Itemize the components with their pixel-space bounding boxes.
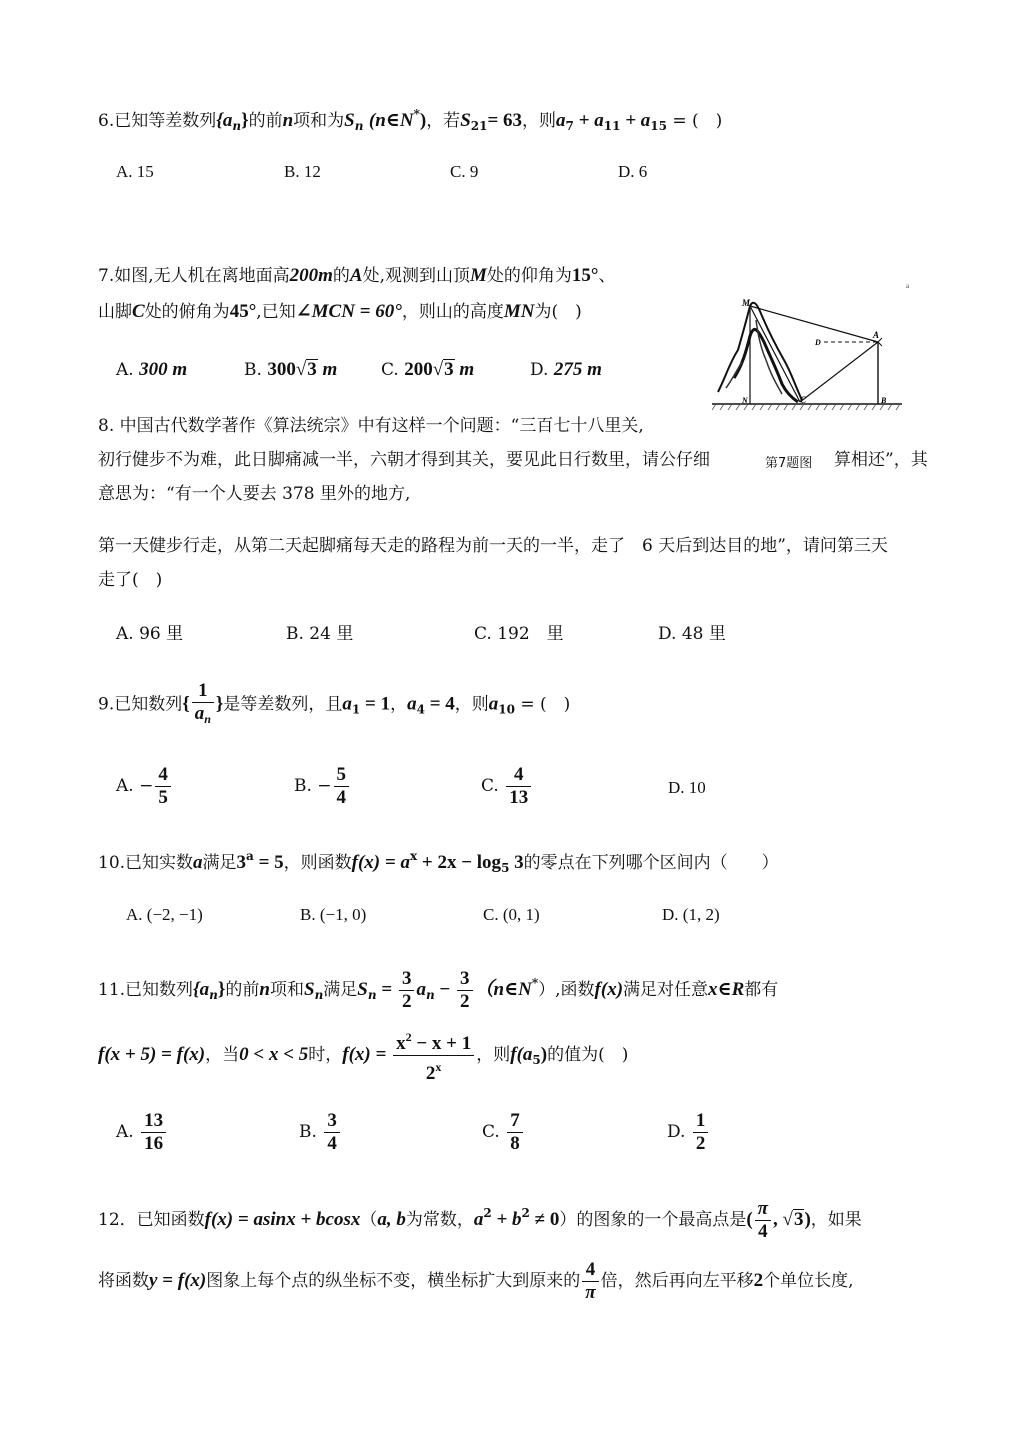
q11-sub: 5 xyxy=(532,1053,541,1067)
q9-option-b[interactable] xyxy=(294,764,351,809)
q11-stem-line2 xyxy=(98,1026,628,1085)
q11-sup: * xyxy=(531,976,539,990)
option-value: 300 m xyxy=(139,359,188,380)
q11-eq: = xyxy=(376,979,397,1000)
q11-text: ，则 xyxy=(476,1045,511,1065)
option-label: B. 24 里 xyxy=(286,624,354,644)
q9-text: 9.已知数列 xyxy=(98,694,183,715)
q10-option-d[interactable] xyxy=(662,903,720,927)
option-label: C. xyxy=(381,360,405,380)
q12-text: 为常数， xyxy=(405,1210,474,1230)
q9-sub: 1 xyxy=(351,702,361,717)
q12-text: （ xyxy=(360,1210,378,1230)
option-label: A. xyxy=(116,1122,140,1142)
q10-text: 满足 xyxy=(202,853,237,873)
option-value: 275 m xyxy=(553,359,602,380)
option-label: D. xyxy=(530,360,554,380)
q11-periodic: f(x + 5) = f(x) xyxy=(98,1044,206,1065)
q7-point-a: A xyxy=(349,265,363,286)
q10-eq: = 5 xyxy=(253,852,284,873)
q9-option-a[interactable] xyxy=(116,764,173,809)
q7-angle-3: ∠MCN = 60° xyxy=(295,301,402,322)
frac-num: 4 xyxy=(506,764,531,787)
q10-text: 的零点在下列哪个区间内（ ） xyxy=(523,853,779,873)
q9-a10: a xyxy=(488,693,499,715)
frac-num: x xyxy=(396,1033,406,1054)
q7-text: 处,观测到山顶 xyxy=(362,266,470,286)
option-label: B. − xyxy=(294,776,332,796)
frac-num: 7 xyxy=(507,1110,523,1133)
q6-option-b[interactable] xyxy=(284,160,321,184)
option-label: D. 6 xyxy=(618,162,648,181)
frac-num: 3 xyxy=(457,968,473,991)
q7-option-b[interactable]: B. 300√3 m xyxy=(244,359,338,380)
q7-text: 7.如图,无人机在离地面高 xyxy=(98,266,290,286)
q7-text: 、 xyxy=(598,266,616,286)
q7-option-a[interactable] xyxy=(116,358,187,382)
q11-fx: f(x) = xyxy=(342,1044,392,1065)
frac-num: 4 xyxy=(155,764,171,787)
q11-stem-line1 xyxy=(98,958,778,1020)
q12-text: 图象上每个点的纵坐标不变，横坐标扩大到原来的 xyxy=(206,1271,581,1291)
q6-S21: S xyxy=(460,110,471,131)
q11-sub: n xyxy=(314,988,324,1002)
q12-text: 个单位长度, xyxy=(763,1271,854,1291)
q6-expr: + a xyxy=(620,110,651,131)
q11-text: 都有 xyxy=(744,980,779,1000)
q12-text: 将函数 xyxy=(98,1271,149,1291)
q8-line1: 8. 中国古代数学著作《算法统宗》中有这样一个问题：“三百七十八里关, xyxy=(98,416,644,436)
option-label: D. (1, 2) xyxy=(662,905,720,924)
frac-num: 5 xyxy=(334,764,350,787)
q11-text: 时， xyxy=(308,1045,343,1065)
q10-option-b[interactable] xyxy=(300,903,366,927)
q6-n: n xyxy=(282,110,294,131)
q6-text: ，则 xyxy=(522,111,557,131)
q6-expr: + a xyxy=(573,110,604,131)
frac-den: 4 xyxy=(758,1221,768,1242)
q9-fraction xyxy=(192,680,214,730)
fig-label-d: D xyxy=(815,338,821,347)
q11-sub: n xyxy=(367,988,377,1002)
q7-figure-caption: 第7题图 xyxy=(765,456,813,471)
q9-a1: a xyxy=(342,693,352,715)
q10-text: 10.已知实数 xyxy=(98,853,194,873)
q6-S21-sub: 21 xyxy=(470,119,488,133)
q9-sub: 4 xyxy=(416,702,425,717)
q6-seq-sub: n xyxy=(232,119,242,133)
q6-text: ，若 xyxy=(426,111,461,131)
option-label: B. xyxy=(244,360,268,380)
q9-text: ， xyxy=(390,694,408,715)
option-label: D. 10 xyxy=(668,778,706,797)
fig-label-a: A xyxy=(873,330,880,340)
option-value: 300 xyxy=(267,359,296,380)
q6-S: S xyxy=(344,110,355,131)
frac-num: 1 xyxy=(192,680,214,703)
q7-mn: MN xyxy=(503,301,535,322)
option-label: C. 9 xyxy=(450,162,479,181)
option-label: B. xyxy=(299,1122,323,1142)
q6-cond-close: ) xyxy=(419,110,427,131)
option-label: C. xyxy=(482,1122,506,1142)
q9-tail: = ( ) xyxy=(515,694,571,715)
q11-an: a xyxy=(416,979,426,1000)
fig-label-m: M xyxy=(742,298,751,308)
frac-num: − x + 1 xyxy=(411,1033,472,1054)
option-label: A. (−2, −1) xyxy=(126,905,203,924)
option-label: A. xyxy=(116,360,140,380)
frac-den: 2 xyxy=(401,991,412,1012)
option-value: 200 xyxy=(404,359,433,380)
q10-sub: 5 xyxy=(501,861,510,875)
q11-range: 0 < x < 5 xyxy=(239,1044,309,1065)
frac-den: 2 xyxy=(425,1063,436,1084)
q11-option-b[interactable] xyxy=(299,1110,342,1155)
q11-fa5: ) xyxy=(540,1044,548,1065)
q7-option-c[interactable]: C. 200√3 m xyxy=(381,359,475,380)
q12-text: 倍，然后再向左平移 xyxy=(600,1271,754,1291)
frac-den: 4 xyxy=(336,787,347,808)
q12-sup: 2 xyxy=(483,1206,492,1220)
q7-text: 为( ) xyxy=(534,302,582,322)
fig-label-c: C xyxy=(800,395,807,405)
q8-line4: 第一天健步行走，从第二天起脚痛每天走的路程为前一天的一半，走了 6 天后到达目的地”，请问第三天 xyxy=(98,536,888,556)
q9-text: ，则 xyxy=(454,694,489,715)
q10-func: 3 xyxy=(509,852,524,873)
q6-eq: = 63 xyxy=(487,110,523,131)
q7-angle-1: 15° xyxy=(571,265,599,286)
option-label: D. xyxy=(667,1122,691,1142)
q8-line5: 走了( ) xyxy=(98,570,163,590)
q9-option-c[interactable] xyxy=(481,764,533,809)
option-label: C. 192 里 xyxy=(474,624,564,644)
q11-n: n xyxy=(259,979,270,1000)
q9-brace: { xyxy=(182,693,190,715)
q6-seq-close: } xyxy=(241,110,249,131)
q10-func: f(x) = a xyxy=(351,852,410,873)
option-label: C. xyxy=(481,776,505,796)
frac-den: 2 xyxy=(695,1133,706,1154)
q12-point: ) xyxy=(804,1209,811,1230)
fig-label-mark: a xyxy=(906,282,910,290)
q8-option-a[interactable] xyxy=(116,622,183,646)
q11-seq: {a xyxy=(193,979,210,1000)
option-unit: m xyxy=(317,359,338,380)
q7-option-d[interactable] xyxy=(530,358,602,382)
q11-text: 11.已知数列 xyxy=(98,980,194,1000)
q8-option-c[interactable] xyxy=(474,622,564,646)
q10-text: ，则函数 xyxy=(283,853,352,873)
q11-option-c[interactable] xyxy=(482,1110,525,1155)
q11-text: 的前 xyxy=(225,980,260,1000)
q12-point: , xyxy=(773,1209,783,1230)
q11-fx: f(x) xyxy=(594,979,624,1000)
frac-den: 4 xyxy=(327,1133,337,1154)
q12-cond: a xyxy=(473,1209,484,1230)
q9-stem xyxy=(98,680,570,734)
q11-text: 项和 xyxy=(269,980,304,1000)
q8-line2-tail: 算相还”，其 xyxy=(834,450,928,470)
q10-func: + 2x − log xyxy=(417,852,502,873)
q11-sub: n xyxy=(209,988,218,1002)
q6-S-sub: n xyxy=(354,119,364,133)
q11-text: 满足对任意 xyxy=(623,980,709,1000)
q11-fa5: f(a xyxy=(510,1044,533,1065)
q12-two: 2 xyxy=(753,1270,764,1291)
q7-text: 山脚 xyxy=(98,302,132,322)
q7-text: ,已知 xyxy=(256,302,296,322)
q12-stem-line1: 12．已知函数f(x) = asinx + bcosx（a, b为常数，$a^2 + b^2 \ne 0$）的图象的一个最高点是( $\frac{\pi}{4}$ , √3)，如果 xyxy=(98,1198,862,1242)
frac-num: 4 xyxy=(582,1259,598,1282)
q11-option-d[interactable] xyxy=(667,1110,710,1155)
option-label: A. 96 里 xyxy=(116,624,184,644)
fig-label-n: N xyxy=(742,396,748,405)
option-label: B. (−1, 0) xyxy=(300,905,367,924)
q7-stem-line1 xyxy=(98,264,616,288)
frac-den: π xyxy=(585,1282,596,1303)
q12-text: 12．已知函数 xyxy=(98,1210,205,1230)
q11-seq: } xyxy=(217,979,226,1000)
sqrt-radicand: 3 xyxy=(793,1209,804,1230)
q6-seq: {a xyxy=(216,110,233,131)
q7-angle-2: 45° xyxy=(229,301,257,322)
q6-option-a[interactable] xyxy=(116,160,154,184)
frac-num: 3 xyxy=(324,1110,340,1133)
q6-stem xyxy=(98,102,722,138)
q11-minus: − xyxy=(434,979,455,1000)
q11-cond: ） xyxy=(538,980,556,1000)
q11-text: ,函数 xyxy=(555,980,595,1000)
q8-line3: 意思为：“有一个人要去 378 里外的地方, xyxy=(98,484,411,504)
q12-text: ）的图象的一个最高点是 xyxy=(559,1210,747,1230)
q10-cond: 3 xyxy=(236,852,247,873)
q7-point-m: M xyxy=(470,265,487,286)
q7-text: 处的仰角为 xyxy=(486,266,572,286)
frac-den: 8 xyxy=(510,1133,520,1154)
q8-option-d[interactable] xyxy=(658,622,726,646)
q6-cond: (n∈N xyxy=(368,110,414,131)
sqrt-radicand: 3 xyxy=(444,359,454,380)
sqrt-radicand: 3 xyxy=(307,359,317,380)
q10-option-c[interactable] xyxy=(483,903,540,927)
q7-text: 处的俯角为 xyxy=(144,302,230,322)
fig-label-b: B xyxy=(881,396,887,405)
option-unit: m xyxy=(454,359,475,380)
q6-sub: 11 xyxy=(603,119,621,133)
frac-num: 13 xyxy=(141,1110,166,1133)
q9-eq: = 1 xyxy=(360,693,391,715)
q7-text: 的 xyxy=(332,266,350,286)
frac-den: 5 xyxy=(158,787,168,808)
frac-den: 13 xyxy=(509,787,529,808)
q7-point-c: C xyxy=(132,301,145,322)
q11-fraction xyxy=(393,1026,474,1085)
option-label: D. 48 里 xyxy=(658,624,726,644)
q7-stem-line2 xyxy=(98,300,582,324)
option-label: A. − xyxy=(116,776,154,796)
q12-point: ( xyxy=(746,1209,753,1230)
q11-option-a[interactable] xyxy=(116,1110,168,1155)
q12-cond: + b xyxy=(491,1209,522,1230)
q10-option-a[interactable] xyxy=(126,903,203,927)
q9-sub: 10 xyxy=(498,702,515,717)
q12-func: f(x) = asinx + bcosx xyxy=(204,1209,361,1230)
frac-num: 1 xyxy=(693,1110,709,1133)
q6-text: 的前 xyxy=(248,111,283,131)
option-label: B. 12 xyxy=(284,162,321,181)
q6-sub: 7 xyxy=(565,119,574,133)
frac-sup: 2 xyxy=(405,1030,412,1044)
q9-a4: a xyxy=(407,693,417,715)
q12-ab: a, b xyxy=(377,1209,406,1230)
q6-cond-sup: * xyxy=(413,107,420,121)
q11-S: S xyxy=(303,979,315,1000)
q7-figure xyxy=(712,276,912,416)
q12-sup: 2 xyxy=(521,1206,530,1220)
frac-num: 3 xyxy=(399,968,415,991)
q6-tail: = ( ) xyxy=(666,111,723,131)
q6-text: 6.已知等差数列 xyxy=(98,111,217,131)
frac-num: π xyxy=(755,1198,771,1221)
q12-text: ，如果 xyxy=(810,1210,862,1230)
q12-stem-line2 xyxy=(98,1256,854,1306)
q9-option-d[interactable] xyxy=(668,776,706,800)
q10-a: a xyxy=(193,852,203,873)
q10-sup: x xyxy=(409,849,418,863)
frac-den-sub: n xyxy=(204,712,211,726)
q6-sub: 15 xyxy=(650,119,667,133)
q9-text: 是等差数列，且 xyxy=(223,694,343,715)
q11-cond: （n∈N xyxy=(474,979,532,1000)
option-label: C. (0, 1) xyxy=(483,905,540,924)
q8-option-b[interactable] xyxy=(286,622,353,646)
q8-line2 xyxy=(98,448,710,472)
frac-den: a xyxy=(194,703,205,724)
q11-S: S xyxy=(357,979,368,1000)
q6-expr: a xyxy=(556,110,566,131)
q11-text: 满足 xyxy=(323,980,358,1000)
frac-den: 16 xyxy=(144,1133,164,1154)
q11-sub: n xyxy=(425,988,435,1002)
q12-y: y = f(x) xyxy=(149,1270,207,1291)
q6-option-d[interactable] xyxy=(618,160,647,184)
q9-brace: } xyxy=(215,693,224,715)
option-label: A. 15 xyxy=(116,162,154,181)
q10-sup: a xyxy=(246,849,254,863)
q12-cond: ≠ 0 xyxy=(529,1209,560,1230)
q11-text: 的值为( ) xyxy=(547,1045,629,1065)
q7-height: 200m xyxy=(289,265,333,286)
frac-sup: x xyxy=(435,1060,442,1074)
q11-xr: x∈R xyxy=(708,979,745,1000)
q11-text: ，当 xyxy=(205,1045,240,1065)
q10-stem xyxy=(98,844,779,880)
q7-text: ，则山的高度 xyxy=(401,302,504,322)
q6-text: 项和为 xyxy=(293,111,345,131)
frac-den: 2 xyxy=(460,991,470,1012)
q8-text: 初行健步不为难，此日脚痛减一半，六朝才得到其关，要见此日行数里，请公仔细 xyxy=(98,450,710,470)
q9-eq: = 4 xyxy=(424,693,455,715)
q6-option-c[interactable] xyxy=(450,160,478,184)
